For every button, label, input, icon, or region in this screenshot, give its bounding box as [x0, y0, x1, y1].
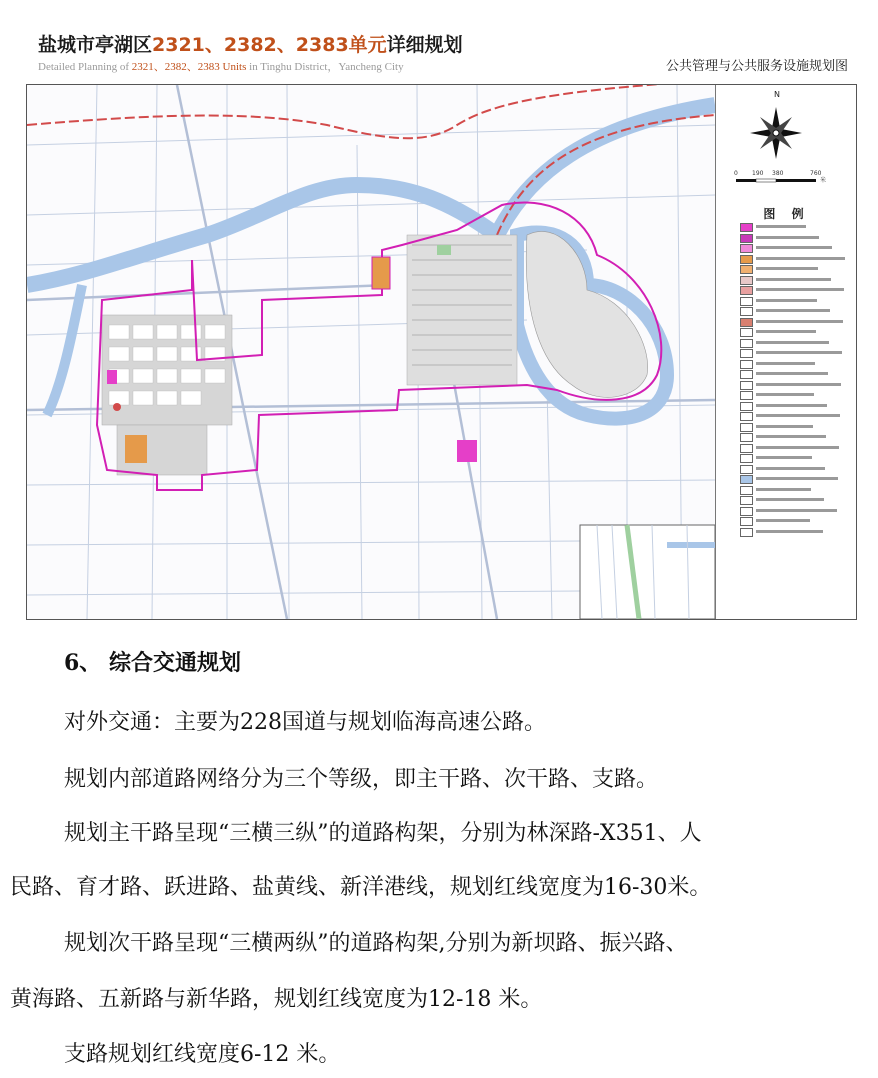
paragraph-branch-roads: 支路规划红线宽度6-12 米。 [64, 1042, 341, 1067]
legend-label-placeholder [756, 330, 816, 333]
legend-swatch [740, 412, 753, 421]
legend-swatch [740, 528, 753, 537]
scale-bar [736, 179, 816, 182]
title-suffix: 详细规划 [386, 34, 463, 56]
legend-item [740, 464, 850, 475]
legend-swatch [740, 402, 753, 411]
paragraph-road-levels: 规划内部道路网络分为三个等级，即主干路、次干路、支路。 [64, 767, 659, 792]
legend-swatch [740, 265, 753, 274]
legend-swatch [740, 360, 753, 369]
legend-swatch [740, 517, 753, 526]
legend-swatch [740, 307, 753, 316]
svg-text:0: 0 [734, 170, 738, 177]
legend-label-placeholder [756, 404, 827, 407]
legend-label-placeholder [756, 446, 839, 449]
legend-swatch [740, 286, 753, 295]
compass-rose-icon [750, 107, 802, 159]
legend-item [740, 474, 850, 485]
legend-swatch [740, 507, 753, 516]
legend-label-placeholder [756, 435, 826, 438]
legend-item [740, 233, 850, 244]
legend-label-placeholder [756, 467, 825, 470]
legend-label-placeholder [756, 372, 828, 375]
legend-swatch [740, 328, 753, 337]
planning-map [26, 84, 857, 620]
legend-item [740, 348, 850, 359]
subtitle-suffix: in Tinghu District，Yancheng City [249, 61, 404, 73]
legend-item [740, 264, 850, 275]
legend-label-placeholder [756, 351, 842, 354]
legend-label-placeholder [756, 309, 830, 312]
legend-swatch [740, 475, 753, 484]
legend-label-placeholder [756, 257, 845, 260]
legend-swatch [740, 391, 753, 400]
inset-map [580, 525, 715, 619]
paragraph-secondary-roads-cont: 黄海路、五新路与新华路，规划红线宽度为12-18 米。 [10, 987, 543, 1012]
legend-label-placeholder [756, 530, 823, 533]
facility-public-center [457, 440, 477, 462]
facility-admin [107, 370, 117, 384]
legend-item [740, 369, 850, 380]
legend-label-placeholder [756, 341, 829, 344]
legend-swatch [740, 339, 753, 348]
svg-text:760: 760 [810, 170, 822, 177]
legend-label-placeholder [756, 267, 818, 270]
legend-label-placeholder [756, 519, 810, 522]
legend-item [740, 422, 850, 433]
north-arrow-and-scale [716, 85, 857, 195]
title-units: 2321、2382、2383单元 [152, 34, 387, 56]
legend-item [740, 327, 850, 338]
plan-subtitle [38, 58, 404, 74]
legend-item [740, 516, 850, 527]
paragraph-external-traffic: 对外交通：主要为228国道与规划临海高速公路。 [64, 710, 546, 735]
page-header [0, 0, 878, 82]
legend-item [740, 401, 850, 412]
legend-item [740, 527, 850, 538]
legend-item [740, 443, 850, 454]
legend-title: 图 例 [763, 207, 810, 221]
legend-item [740, 453, 850, 464]
legend-item [740, 380, 850, 391]
legend-item [740, 359, 850, 370]
legend-swatch [740, 465, 753, 474]
title-prefix: 盐城市亭湖区 [38, 34, 153, 56]
paragraph-main-roads-cont: 民路、育才路、跃进路、盐黄线、新洋港线，规划红线宽度为16-30米。 [10, 875, 712, 900]
legend-swatch [740, 255, 753, 264]
legend-item [740, 222, 850, 233]
legend-label-placeholder [756, 509, 837, 512]
map-legend [715, 85, 857, 619]
legend-label-placeholder [756, 393, 814, 396]
svg-text:190: 190 [752, 170, 764, 177]
paragraph-main-roads: 规划主干路呈现“三横三纵”的道路构架，分别为林深路-X351、人 [64, 821, 702, 846]
svg-text:380: 380 [772, 170, 784, 177]
legend-label-placeholder [756, 246, 832, 249]
facility-green [437, 245, 451, 255]
legend-item [740, 296, 850, 307]
legend-swatch [740, 244, 753, 253]
legend-item [740, 254, 850, 265]
central-built-cluster [407, 235, 517, 385]
section-heading: 6、 综合交通规划 [64, 650, 241, 676]
map-name: 公共管理与公共服务设施规划图 [665, 59, 848, 74]
legend-label-placeholder [756, 477, 838, 480]
map-canvas [27, 85, 715, 619]
legend-item [740, 338, 850, 349]
legend-label-placeholder [756, 288, 844, 291]
legend-item [740, 275, 850, 286]
paragraph-secondary-roads: 规划次干路呈现“三横两纵”的道路构架,分别为新坝路、振兴路、 [64, 931, 688, 956]
north-label: N [774, 90, 780, 99]
legend-swatch [740, 444, 753, 453]
legend-item [740, 390, 850, 401]
legend-label-placeholder [756, 425, 813, 428]
legend-swatch [740, 370, 753, 379]
legend-swatch [740, 297, 753, 306]
facility-point [113, 403, 121, 411]
svg-text:米: 米 [820, 177, 827, 184]
legend-label-placeholder [756, 498, 824, 501]
legend-swatch [740, 423, 753, 432]
legend-label-placeholder [756, 236, 819, 239]
legend-item [740, 317, 850, 328]
legend-label-placeholder [756, 383, 841, 386]
subtitle-prefix: Detailed Planning of [38, 61, 130, 73]
legend-item [740, 432, 850, 443]
legend-swatch [740, 318, 753, 327]
legend-item [740, 285, 850, 296]
legend-label-placeholder [756, 414, 840, 417]
legend-label-placeholder [756, 488, 811, 491]
legend-label-placeholder [756, 456, 812, 459]
legend-item [740, 411, 850, 422]
legend-label-placeholder [756, 299, 817, 302]
subtitle-units: 2321、2382、2383 Units [131, 61, 247, 73]
legend-swatch [740, 486, 753, 495]
legend-item [740, 306, 850, 317]
facility-education [372, 257, 390, 289]
legend-swatch [740, 454, 753, 463]
legend-label-placeholder [756, 225, 806, 228]
plan-title [38, 30, 463, 57]
legend-swatch [740, 223, 753, 232]
legend-label-placeholder [756, 320, 843, 323]
legend-swatch [740, 496, 753, 505]
legend-swatch [740, 433, 753, 442]
legend-swatch [740, 381, 753, 390]
legend-swatch [740, 234, 753, 243]
legend-item [740, 495, 850, 506]
legend-items [740, 222, 850, 537]
legend-label-placeholder [756, 362, 815, 365]
legend-item [740, 506, 850, 517]
facility-school [125, 435, 147, 463]
legend-swatch [740, 276, 753, 285]
legend-swatch [740, 349, 753, 358]
legend-item [740, 485, 850, 496]
legend-label-placeholder [756, 278, 831, 281]
legend-item [740, 243, 850, 254]
